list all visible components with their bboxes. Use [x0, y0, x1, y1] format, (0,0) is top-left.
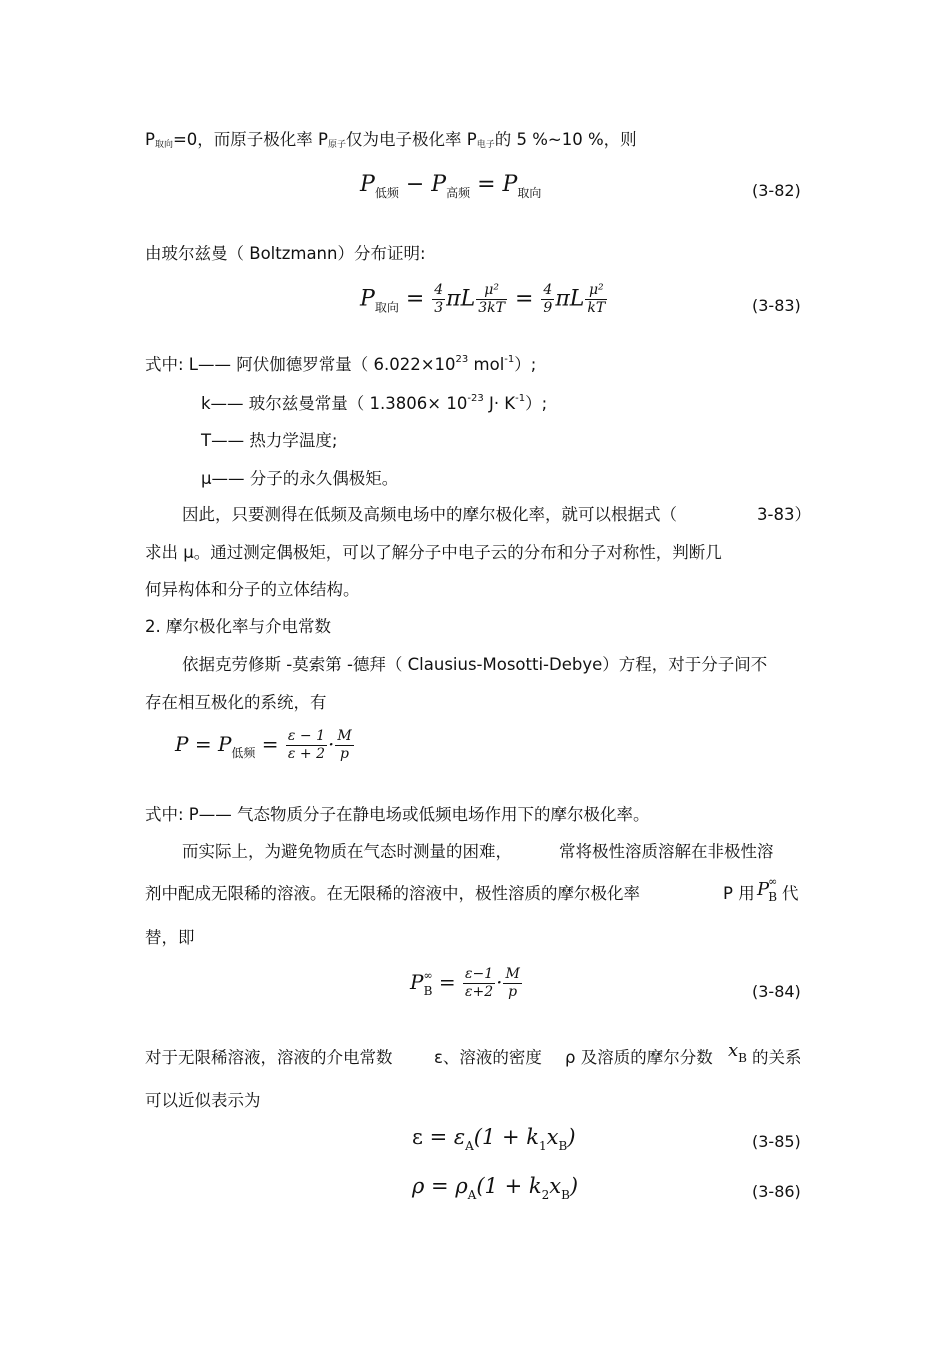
equation-3-82: $P_{低频} - P_{高频} = P_{取向}$: [360, 172, 542, 200]
paragraph-text: 存在相互极化的系统，有: [145, 693, 327, 712]
text-line-boltzmann: 由玻尔兹曼（ Boltzmann）分布证明:: [145, 244, 426, 263]
definition-T: T—— 热力学温度;: [201, 431, 338, 450]
paragraph-text: P 用: [723, 884, 755, 903]
inline-math-pb-infinity: $P^\infty_B$: [757, 875, 778, 904]
inline-math-xb: $x_B$: [728, 1040, 747, 1065]
paragraph-text: 因此，只要测得在低频及高频电场中的摩尔极化率，就可以根据式（: [182, 505, 677, 524]
definition-k: k—— 玻尔兹曼常量（ $1.3806\times 10^{-23}$ $J\cdot K^{-1}$）;: [201, 393, 548, 413]
definition-mu: μ—— 分子的永久偶极矩。: [201, 469, 399, 488]
paragraph-text: 的关系: [752, 1048, 802, 1067]
equation-3-85: $\varepsilon = \varepsilon_A(1 + k_1x_B)$: [412, 1125, 576, 1153]
paragraph-text: 对于无限稀溶液，溶液的介电常数: [145, 1048, 393, 1067]
equation-number: (3-84): [752, 982, 801, 1001]
paragraph-text: 求出 μ。通过测定偶极矩，可以了解分子中电子云的分布和分子对称性，判断几: [145, 543, 722, 562]
equation-number: (3-82): [752, 181, 801, 200]
equation-3-84: $P^\infty_B$ = $\frac{\varepsilon-1}{\varepsilon+2}$ · $\frac{M}{p}$: [410, 966, 520, 1000]
paragraph-text: 替，即: [145, 928, 195, 947]
paragraph-text: ε、溶液的密度: [434, 1048, 542, 1067]
paragraph-text: 常将极性溶质溶解在非极性溶: [559, 842, 774, 861]
text-line-intro: $P_{取向}=0$，而原子极化率 $P_{原子}$仅为电子极化率 $P_{电子}$的 5 %~10 %，则: [145, 130, 637, 150]
equation-number: (3-85): [752, 1132, 801, 1151]
paragraph-text: 可以近似表示为: [145, 1091, 261, 1110]
paragraph-text: 代: [782, 884, 799, 903]
equation-clausius-mosotti-debye: $P = P_{低频}$ = $\frac{\varepsilon - 1}{\varepsilon + 2}$ · $\frac{M}{p}$: [175, 728, 352, 762]
paragraph-text: 何异构体和分子的立体结构。: [145, 580, 360, 599]
equation-reference: 3-83）: [757, 505, 811, 524]
paragraph-text: 依据克劳修斯 -莫索第 -德拜（ Clausius-Mosotti-Debye）方程，对于分子间不: [182, 655, 768, 674]
section-heading: 2. 摩尔极化率与介电常数: [145, 617, 331, 636]
definition-L: 式中: L—— 阿伏伽德罗常量（ $6.022\times 10^{23}$ mol$^{-1}$）;: [145, 354, 537, 374]
paragraph-text: 剂中配成无限稀的溶液。在无限稀的溶液中，极性溶质的摩尔极化率: [145, 884, 640, 903]
definition-P: 式中: P—— 气态物质分子在静电场或低频电场作用下的摩尔极化率。: [145, 805, 650, 824]
equation-3-83: $P_{取向}$ = $\frac{4}{3}$ πL $\frac{\text{μ²}}{3kT}$ = $\frac{4}{9}$ πL $\frac{\text{μ²}}{kT}$: [360, 282, 606, 316]
equation-number: (3-86): [752, 1182, 801, 1201]
equation-3-86: $\rho = \rho_A(1 + k_2x_B)$: [412, 1174, 579, 1202]
equation-number: (3-83): [752, 296, 801, 315]
paragraph-text: 而实际上，为避免物质在气态时测量的困难，: [182, 842, 512, 861]
paragraph-text: ρ 及溶质的摩尔分数: [565, 1048, 713, 1067]
